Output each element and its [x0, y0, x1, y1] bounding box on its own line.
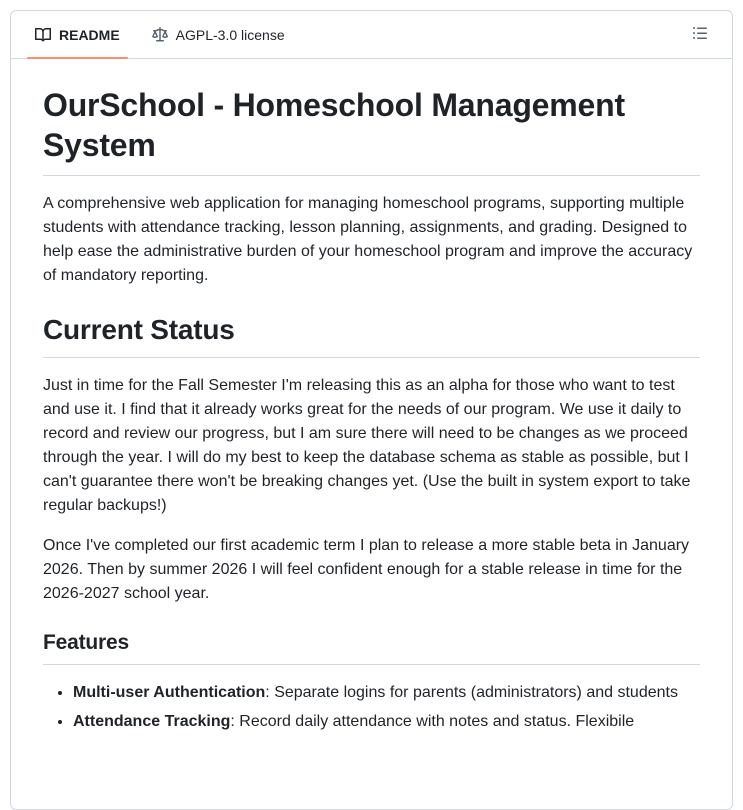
tab-license[interactable]: [136, 11, 301, 59]
feature-term: Multi-user Authentication: [73, 684, 266, 702]
tab-license-label: AGPL-3.0 license: [175, 26, 285, 43]
header-actions: [686, 21, 724, 49]
current-status-paragraph-2: Once I've completed our first academic term I plan to release a more stable beta in January 2026. Then by summer 2026 I will feel confident enough for a stable release in time for the 2026-2027 school year.: [43, 537, 690, 602]
readme-content: [11, 59, 732, 790]
book-icon: [35, 27, 51, 43]
section-heading-current-status: Current Status: [43, 312, 700, 358]
intro-paragraph: A comprehensive web application for managing homeschool programs, supporting multiple students with attendance tracking, lesson planning, assignments, and grading. Designed to help ease the administrative burden of your homeschool program and improve the accuracy of mandatory reporting.: [43, 195, 693, 284]
file-tabs: [19, 11, 301, 59]
feature-description: : Record daily attendance with notes and status. Flexibile: [230, 713, 635, 731]
feature-description: : Separate logins for parents (administrators) and students: [265, 684, 678, 702]
tab-readme[interactable]: [19, 11, 136, 59]
features-list: [43, 681, 700, 734]
outline-button[interactable]: [686, 21, 714, 49]
current-status-paragraph-1: Just in time for the Fall Semester I'm releasing this as an alpha for those who want to test and use it. I find that it already works great for the needs of our program. We use it daily to record and review our progress, but I am sure there will need to be changes as we proceed through the year. I will do my best to keep the database schema as stable as possible, but I can't guarantee there won't be breaking changes yet. (Use the built in system export to take regular backups!): [43, 377, 691, 514]
tab-readme-label: README: [59, 26, 120, 43]
page-title: OurSchool - Homeschool Management System: [43, 85, 700, 176]
law-scales-icon: [152, 27, 168, 43]
section-heading-features: Features: [43, 630, 700, 665]
list-item: [73, 710, 700, 734]
list-item: [73, 681, 700, 705]
readme-card-header: [11, 11, 732, 59]
list-unordered-icon: [692, 25, 708, 44]
feature-term: Attendance Tracking: [73, 713, 231, 731]
readme-card: [10, 10, 733, 810]
